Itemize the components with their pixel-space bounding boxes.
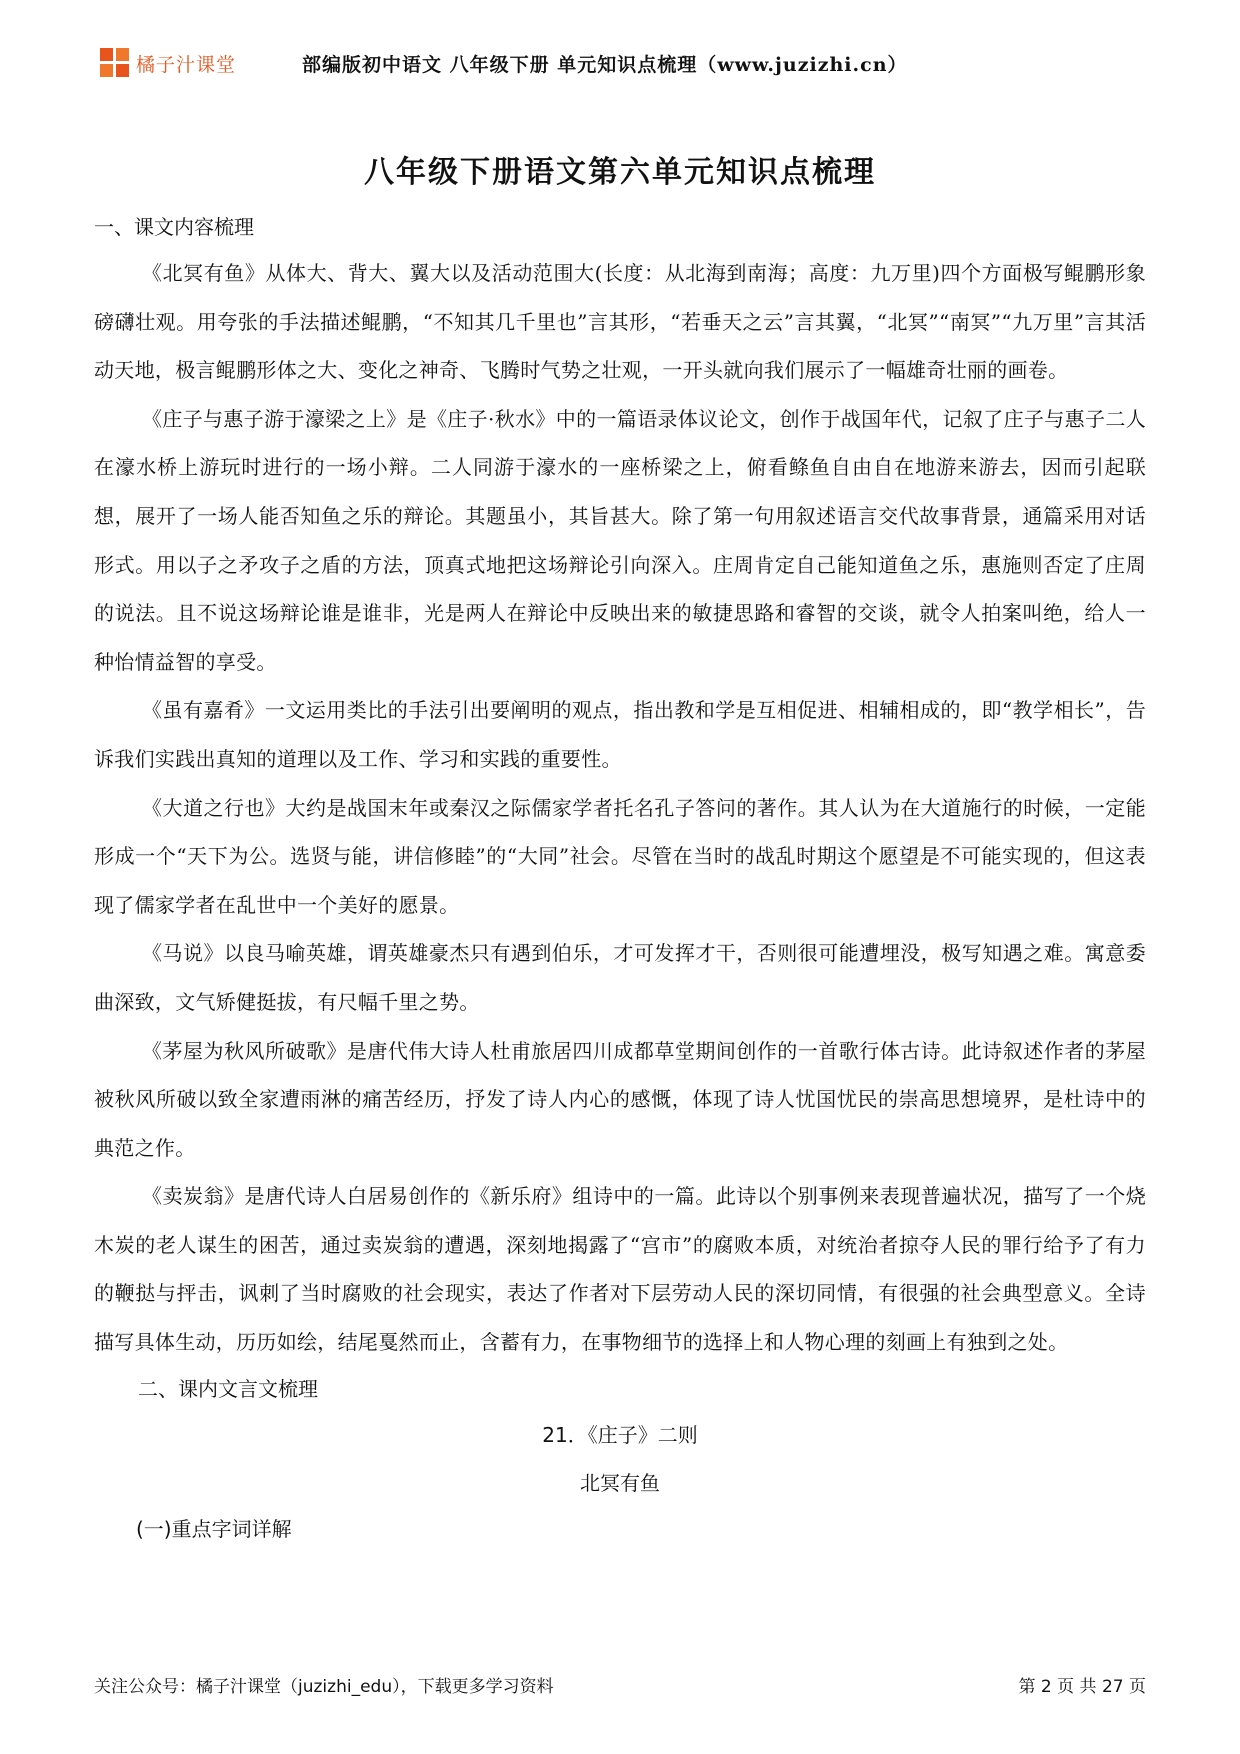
- logo-icon: [100, 48, 130, 78]
- section-heading-1: 一、课文内容梳理: [94, 215, 254, 239]
- paragraph: 《卖炭翁》是唐代诗人白居易创作的《新乐府》组诗中的一篇。此诗以个别事例来表现普遍状况，描写了一个烧木炭的老人谋生的困苦，通过卖炭翁的遭遇，深刻地揭露了“宫市”的腐败本质，对统治者掠夺人民的罪行给予了有力的鞭挞与抨击，讽刺了当时腐败的社会现实，表达了作者对下层劳动人民的深切同情，有很强的社会典型意义。全诗描写具体生动，历历如绘，结尾戛然而止，含蓄有力，在事物细节的选择上和人物心理的刻画上有独到之处。: [94, 1184, 1146, 1355]
- document-body: [94, 205, 1146, 1551]
- lesson-title: 21．《庄子》二则: [542, 1422, 698, 1447]
- document-title: 八年级下册语文第六单元知识点梳理: [364, 155, 876, 190]
- footer-note: 关注公众号：橘子汁课堂（juzizhi_edu），下载更多学习资料: [94, 1677, 554, 1697]
- page-footer: [94, 1672, 1146, 1697]
- header-title: 部编版初中语文 八年级下册 单元知识点梳理（www.juzizhi.cn）: [302, 54, 908, 76]
- paragraph: 《茅屋为秋风所破歌》是唐代伟大诗人杜甫旅居四川成都草堂期间创作的一首歌行体古诗。此诗叙述作者的茅屋被秋风所破以致全家遭雨淋的痛苦经历，抒发了诗人内心的感慨，体现了诗人忧国忧民的崇高思想境界，是杜诗中的典范之作。: [94, 1038, 1146, 1160]
- logo-text: 橘子汁课堂: [136, 53, 237, 76]
- logo: [100, 48, 236, 78]
- section-heading-2: 二、课内文言文梳理: [138, 1376, 318, 1401]
- paragraph: 《庄子与惠子游于濠梁之上》是《庄子·秋水》中的一篇语录体议论文，创作于战国年代，记叙了庄子与惠子二人在濠水桥上游玩时进行的一场小辩。二人同游于濠水的一座桥梁之上，俯看鲦鱼自由自在地游来游去，因而引起联想，展开了一场人能否知鱼之乐的辩论。其题虽小，其旨甚大。除了第一句用叙述语言交代故事背景，通篇采用对话形式。用以子之矛攻子之盾的方法，顶真式地把这场辩论引向深入。庄周肯定自己能知道鱼之乐，惠施则否定了庄周的说法。且不说这场辩论谁是谁非，光是两人在辩论中反映出来的敏捷思路和睿智的交谈，就令人拍案叫绝，给人一种怡情益智的享受。: [94, 406, 1146, 674]
- paragraph: 《北冥有鱼》从体大、背大、翼大以及活动范围大(长度：从北海到南海；高度：九万里)四个方面极写鲲鹏形象磅礴壮观。用夸张的手法描述鲲鹏，“不知其几千里也”言其形，“若垂天之云”言其翼，“北冥”“南冥”“九万里”言其活动天地，极言鲲鹏形体之大、变化之神奇、飞腾时气势之壮观，一开头就向我们展示了一幅雄奇壮丽的画卷。: [94, 261, 1146, 383]
- sub-heading: (一)重点字词详解: [136, 1516, 292, 1541]
- paragraph: 《虽有嘉肴》一文运用类比的手法引出要阐明的观点，指出教和学是互相促进、相辅相成的，即“教学相长”，告诉我们实践出真知的道理以及工作、学习和实践的重要性。: [94, 698, 1146, 771]
- page-header: [0, 0, 1240, 120]
- text-title: 北冥有鱼: [580, 1470, 660, 1495]
- page-number: 第 2 页 共 27 页: [1018, 1677, 1146, 1697]
- paragraph: 《马说》以良马喻英雄，谓英雄豪杰只有遇到伯乐，才可发挥才干，否则很可能遭埋没，极写知遇之难。寓意委曲深致，文气矫健挺拔，有尺幅千里之势。: [94, 941, 1146, 1014]
- paragraph: 《大道之行也》大约是战国末年或秦汉之际儒家学者托名孔子答问的著作。其人认为在大道施行的时候，一定能形成一个“天下为公。选贤与能，讲信修睦”的“大同”社会。尽管在当时的战乱时期这个愿望是不可能实现的，但这表现了儒家学者在乱世中一个美好的愿景。: [94, 795, 1146, 917]
